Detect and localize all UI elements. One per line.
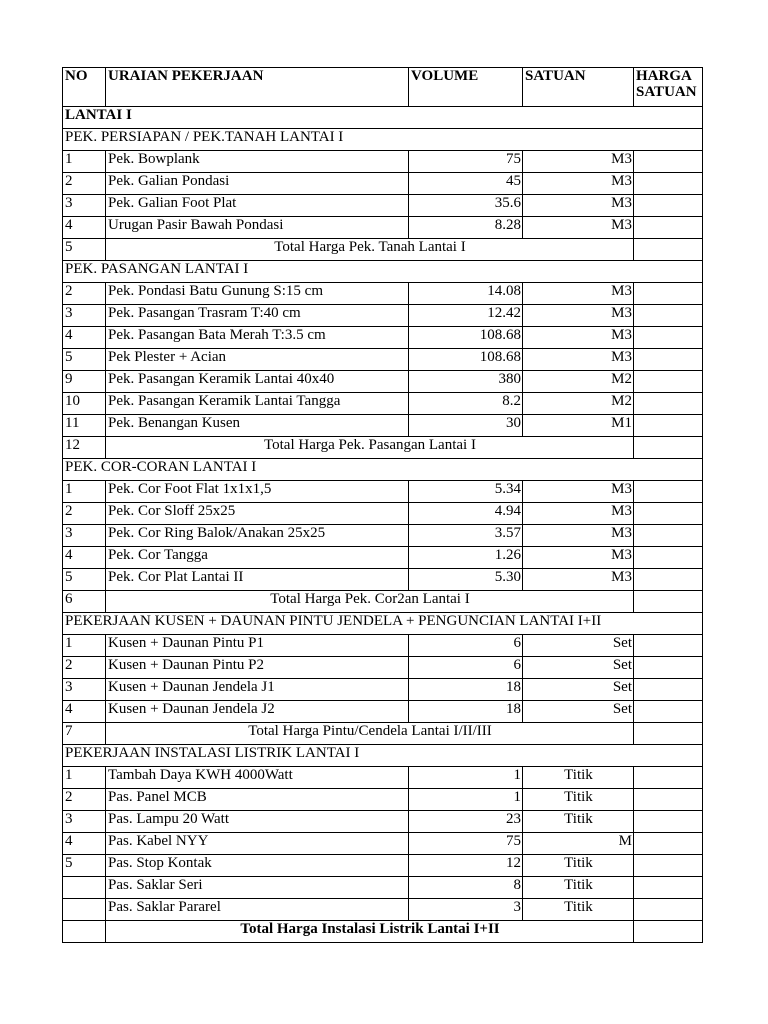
item-unit: M3 xyxy=(523,525,634,547)
table-row xyxy=(63,855,703,877)
item-unit-price xyxy=(634,547,703,569)
item-unit-price xyxy=(634,503,703,525)
item-unit-price xyxy=(634,283,703,305)
item-unit: M xyxy=(523,833,634,855)
item-no: 1 xyxy=(63,151,106,173)
total-label: Total Harga Pek. Tanah Lantai I xyxy=(106,239,634,261)
item-unit: M1 xyxy=(523,415,634,437)
section-header-row xyxy=(63,261,703,283)
item-description: Pek. Cor Ring Balok/Anakan 25x25 xyxy=(106,525,409,547)
table-row xyxy=(63,877,703,899)
table-row xyxy=(63,217,703,239)
item-unit-price xyxy=(634,635,703,657)
item-volume: 1 xyxy=(409,767,523,789)
item-no: 1 xyxy=(63,635,106,657)
item-description: Pek. Benangan Kusen xyxy=(106,415,409,437)
item-description: Pek. Pasangan Keramik Lantai Tangga xyxy=(106,393,409,415)
item-volume: 8.28 xyxy=(409,217,523,239)
item-unit: Set xyxy=(523,701,634,723)
item-no: 3 xyxy=(63,195,106,217)
item-description: Kusen + Daunan Jendela J1 xyxy=(106,679,409,701)
table-row xyxy=(63,393,703,415)
item-unit-price xyxy=(634,525,703,547)
item-volume: 6 xyxy=(409,657,523,679)
item-description: Kusen + Daunan Jendela J2 xyxy=(106,701,409,723)
total-label: Total Harga Pek. Cor2an Lantai I xyxy=(106,591,634,613)
table-row xyxy=(63,283,703,305)
section-header-row xyxy=(63,613,703,635)
item-description: Pek. Cor Sloff 25x25 xyxy=(106,503,409,525)
total-value xyxy=(634,591,703,613)
item-unit-price xyxy=(634,679,703,701)
item-unit: M3 xyxy=(523,195,634,217)
section-header-row xyxy=(63,745,703,767)
item-no: 3 xyxy=(63,679,106,701)
item-no: 1 xyxy=(63,767,106,789)
item-unit-price xyxy=(634,701,703,723)
item-unit: M3 xyxy=(523,305,634,327)
total-label: Total Harga Instalasi Listrik Lantai I+II xyxy=(106,921,634,943)
total-value xyxy=(634,723,703,745)
total-no: 7 xyxy=(63,723,106,745)
item-description: Pas. Stop Kontak xyxy=(106,855,409,877)
item-no: 5 xyxy=(63,569,106,591)
item-unit: M3 xyxy=(523,151,634,173)
item-unit-price xyxy=(634,195,703,217)
item-volume: 75 xyxy=(409,833,523,855)
table-row xyxy=(63,525,703,547)
item-description: Pek. Pasangan Keramik Lantai 40x40 xyxy=(106,371,409,393)
item-no xyxy=(63,899,106,921)
table-row xyxy=(63,679,703,701)
item-volume: 8.2 xyxy=(409,393,523,415)
item-description: Pek Plester + Acian xyxy=(106,349,409,371)
item-description: Pek. Cor Plat Lantai II xyxy=(106,569,409,591)
table-row xyxy=(63,151,703,173)
item-no: 5 xyxy=(63,855,106,877)
item-unit-price xyxy=(634,173,703,195)
item-unit-price xyxy=(634,305,703,327)
item-no: 3 xyxy=(63,811,106,833)
header-satuan: SATUAN xyxy=(523,68,634,107)
item-description: Pek. Galian Foot Plat xyxy=(106,195,409,217)
item-volume: 5.30 xyxy=(409,569,523,591)
item-volume: 1 xyxy=(409,789,523,811)
item-volume: 5.34 xyxy=(409,481,523,503)
header-uraian: URAIAN PEKERJAAN xyxy=(106,68,409,107)
item-unit: Set xyxy=(523,679,634,701)
item-no: 5 xyxy=(63,349,106,371)
table-row xyxy=(63,349,703,371)
item-unit-price xyxy=(634,415,703,437)
item-no: 4 xyxy=(63,833,106,855)
item-no: 4 xyxy=(63,701,106,723)
item-description: Pek. Galian Pondasi xyxy=(106,173,409,195)
item-unit: Titik xyxy=(523,855,634,877)
item-volume: 380 xyxy=(409,371,523,393)
total-value xyxy=(634,437,703,459)
item-no: 2 xyxy=(63,283,106,305)
item-unit-price xyxy=(634,811,703,833)
item-unit-price xyxy=(634,877,703,899)
total-value xyxy=(634,921,703,943)
total-no xyxy=(63,921,106,943)
floor-title: LANTAI I xyxy=(63,107,703,129)
total-no: 5 xyxy=(63,239,106,261)
item-description: Pek. Cor Foot Flat 1x1x1,5 xyxy=(106,481,409,503)
item-unit: M3 xyxy=(523,349,634,371)
header-harga-line1: HARGA xyxy=(636,68,692,84)
total-no: 6 xyxy=(63,591,106,613)
item-no: 2 xyxy=(63,503,106,525)
table-row xyxy=(63,569,703,591)
item-unit: Titik xyxy=(523,877,634,899)
item-no: 11 xyxy=(63,415,106,437)
total-row xyxy=(63,921,703,943)
table-row xyxy=(63,371,703,393)
item-no: 1 xyxy=(63,481,106,503)
item-unit: M2 xyxy=(523,393,634,415)
item-unit-price xyxy=(634,327,703,349)
item-volume: 6 xyxy=(409,635,523,657)
item-volume: 3 xyxy=(409,899,523,921)
item-volume: 108.68 xyxy=(409,349,523,371)
item-no: 3 xyxy=(63,305,106,327)
total-row xyxy=(63,591,703,613)
item-unit: M3 xyxy=(523,217,634,239)
item-unit-price xyxy=(634,151,703,173)
total-row xyxy=(63,239,703,261)
item-volume: 18 xyxy=(409,679,523,701)
section-title: PEK. COR-CORAN LANTAI I xyxy=(63,459,703,481)
item-unit: M3 xyxy=(523,173,634,195)
total-row xyxy=(63,437,703,459)
table-row xyxy=(63,657,703,679)
item-volume: 108.68 xyxy=(409,327,523,349)
section-title: PEK. PASANGAN LANTAI I xyxy=(63,261,703,283)
item-no: 10 xyxy=(63,393,106,415)
spreadsheet-page xyxy=(62,67,697,953)
item-no xyxy=(63,877,106,899)
item-no: 4 xyxy=(63,547,106,569)
table-row xyxy=(63,327,703,349)
item-no: 2 xyxy=(63,173,106,195)
total-value xyxy=(634,239,703,261)
item-no: 3 xyxy=(63,525,106,547)
item-no: 2 xyxy=(63,789,106,811)
table-row xyxy=(63,701,703,723)
item-unit: M3 xyxy=(523,569,634,591)
item-unit: M3 xyxy=(523,327,634,349)
item-description: Pas. Saklar Seri xyxy=(106,877,409,899)
table-row xyxy=(63,811,703,833)
table-row xyxy=(63,481,703,503)
item-unit-price xyxy=(634,349,703,371)
table-row xyxy=(63,635,703,657)
item-description: Kusen + Daunan Pintu P2 xyxy=(106,657,409,679)
section-title: PEKERJAAN INSTALASI LISTRIK LANTAI I xyxy=(63,745,703,767)
item-description: Tambah Daya KWH 4000Watt xyxy=(106,767,409,789)
item-unit: M3 xyxy=(523,503,634,525)
item-unit-price xyxy=(634,393,703,415)
item-unit: M2 xyxy=(523,371,634,393)
item-volume: 30 xyxy=(409,415,523,437)
item-unit-price xyxy=(634,855,703,877)
header-harga-satuan xyxy=(634,68,703,107)
item-description: Pas. Kabel NYY xyxy=(106,833,409,855)
total-row xyxy=(63,723,703,745)
item-description: Pek. Bowplank xyxy=(106,151,409,173)
item-description: Pek. Cor Tangga xyxy=(106,547,409,569)
item-unit: Set xyxy=(523,635,634,657)
table-row xyxy=(63,547,703,569)
item-description: Pek. Pasangan Bata Merah T:3.5 cm xyxy=(106,327,409,349)
table-row xyxy=(63,305,703,327)
item-volume: 12 xyxy=(409,855,523,877)
item-volume: 45 xyxy=(409,173,523,195)
item-unit: Titik xyxy=(523,767,634,789)
total-label: Total Harga Pintu/Cendela Lantai I/II/III xyxy=(106,723,634,745)
item-unit-price xyxy=(634,657,703,679)
table-row xyxy=(63,195,703,217)
item-unit: M3 xyxy=(523,547,634,569)
item-volume: 18 xyxy=(409,701,523,723)
item-no: 9 xyxy=(63,371,106,393)
item-no: 4 xyxy=(63,327,106,349)
table-row xyxy=(63,789,703,811)
item-volume: 23 xyxy=(409,811,523,833)
section-header-row xyxy=(63,459,703,481)
total-label: Total Harga Pek. Pasangan Lantai I xyxy=(106,437,634,459)
item-unit-price xyxy=(634,371,703,393)
table-row xyxy=(63,173,703,195)
item-no: 2 xyxy=(63,657,106,679)
item-description: Pek. Pasangan Trasram T:40 cm xyxy=(106,305,409,327)
item-unit-price xyxy=(634,899,703,921)
item-unit: M3 xyxy=(523,283,634,305)
item-unit-price xyxy=(634,789,703,811)
item-description: Pas. Lampu 20 Watt xyxy=(106,811,409,833)
section-title: PEKERJAAN KUSEN + DAUNAN PINTU JENDELA + PENGUNCIAN LANTAI I+II xyxy=(63,613,703,635)
item-unit: Titik xyxy=(523,811,634,833)
item-volume: 12.42 xyxy=(409,305,523,327)
item-volume: 4.94 xyxy=(409,503,523,525)
section-header-row xyxy=(63,129,703,151)
item-volume: 14.08 xyxy=(409,283,523,305)
item-unit: Set xyxy=(523,657,634,679)
header-row xyxy=(63,68,703,107)
item-unit: Titik xyxy=(523,899,634,921)
item-unit-price xyxy=(634,569,703,591)
title-row xyxy=(63,107,703,129)
header-no: NO xyxy=(63,68,106,107)
table-row xyxy=(63,503,703,525)
item-no: 4 xyxy=(63,217,106,239)
total-no: 12 xyxy=(63,437,106,459)
item-description: Pek. Pondasi Batu Gunung S:15 cm xyxy=(106,283,409,305)
item-volume: 75 xyxy=(409,151,523,173)
item-volume: 8 xyxy=(409,877,523,899)
header-volume: VOLUME xyxy=(409,68,523,107)
table-row xyxy=(63,899,703,921)
item-unit-price xyxy=(634,833,703,855)
item-description: Kusen + Daunan Pintu P1 xyxy=(106,635,409,657)
item-description: Urugan Pasir Bawah Pondasi xyxy=(106,217,409,239)
item-unit-price xyxy=(634,481,703,503)
header-harga-line2: SATUAN xyxy=(636,84,697,100)
item-unit-price xyxy=(634,767,703,789)
item-volume: 35.6 xyxy=(409,195,523,217)
item-volume: 1.26 xyxy=(409,547,523,569)
section-title: PEK. PERSIAPAN / PEK.TANAH LANTAI I xyxy=(63,129,703,151)
item-description: Pas. Saklar Pararel xyxy=(106,899,409,921)
item-description: Pas. Panel MCB xyxy=(106,789,409,811)
table-row xyxy=(63,833,703,855)
table-row xyxy=(63,415,703,437)
item-unit: M3 xyxy=(523,481,634,503)
item-unit: Titik xyxy=(523,789,634,811)
item-volume: 3.57 xyxy=(409,525,523,547)
rab-table xyxy=(62,67,703,943)
table-row xyxy=(63,767,703,789)
item-unit-price xyxy=(634,217,703,239)
